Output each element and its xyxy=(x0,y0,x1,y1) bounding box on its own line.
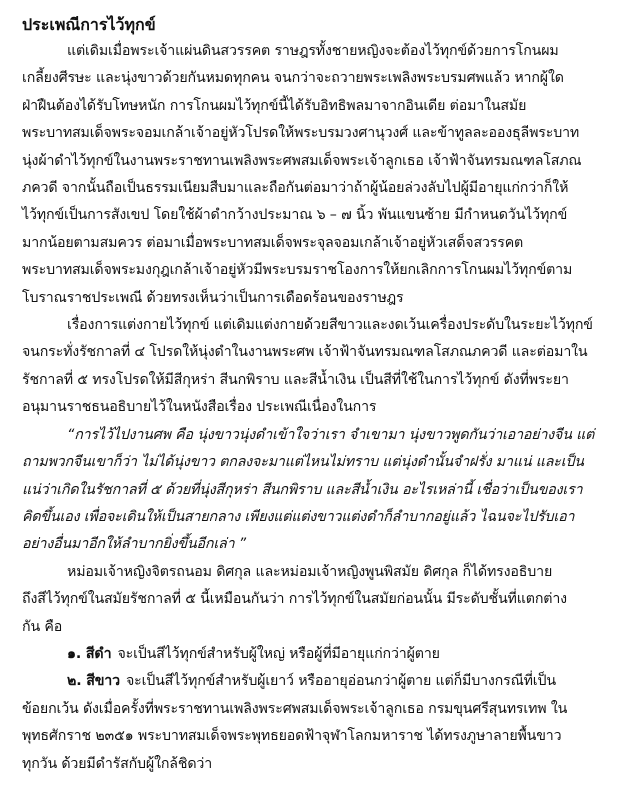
text-line: กัน คือ xyxy=(22,618,63,635)
list-line: พุทธศักราช ๒๓๕๑ พระบาทสมเด็จพระพุทธยอดฟ้าจุฬาโลกมหาราช ได้ทรงภูษาลายพื้นขาว xyxy=(22,728,562,745)
text-line: นุ่งผ้าดำไว้ทุกข์ในงานพระราชทานเพลิงพระศพสมเด็จพระเจ้าลูกเธอ เจ้าฟ้าจันทรมณฑลโสภณ xyxy=(22,152,582,169)
text-line: หม่อมเจ้าหญิงจิตรถนอม ดิศกุล และหม่อมเจ้าหญิงพูนพิสมัย ดิศกุล ก็ได้ทรงอธิบาย xyxy=(67,563,553,580)
quote-line: คิดขึ้นเอง เพื่อจะเดินให้เป็นสายกลาง เพียงแต่แต่งขาวแต่งดำก็ลำบากอยู่แล้ว ไฉนจะไปรับเอา xyxy=(22,508,575,525)
list-text: จะเป็นสีไว้ทุกข์สำหรับผู้ใหญ่ หรือผู้ที่มีอายุแก่กว่าผู้ตาย xyxy=(117,645,440,662)
text-line: ไว้ทุกข์เป็นการสังเขป โดยใช้ผ้าดำกว้างประมาณ ๖ – ๗ นิ้ว พันแขนซ้าย มีกำหนดวันไว้ทุกข์ xyxy=(22,207,568,224)
list-line: ทุกวัน ด้วยมีดำรัสกับผู้ใกล้ชิดว่า xyxy=(22,755,213,772)
text-line: พระบาทสมเด็จพระมงกุฎเกล้าเจ้าอยู่หัวมีพระบรมราชโองการให้ยกเลิกการโกนผมไว้ทุกข์ตาม xyxy=(22,262,573,279)
text-line: ถึงสีไว้ทุกข์ในสมัยรัชกาลที่ ๕ นี้เหมือนกันว่า การไว้ทุกข์ในสมัยก่อนนั้น มีระดับชั้นที่แตกต่าง xyxy=(22,591,567,608)
text-line: พระบาทสมเด็จพระจอมเกล้าเจ้าอยู่หัวโปรดให้พระบรมวงศานุวงศ์ และข้าทูลละอองธุลีพระบาท xyxy=(22,125,580,142)
text-line: อนุมานราชธนอธิบายไว้ในหนังสือเรื่อง ประเพณีเนื่องในการ xyxy=(22,399,377,416)
quote-line: แน่ว่าเกิดในรัชกาลที่ ๕ ด้วยที่นุ่งสีกุหร่า สีนกพิราบ และสีน้ำเงิน อะไรเหล่านี้ เชื่อว่าเป็นของเรา xyxy=(22,481,583,498)
text-line: จนกระทั่งรัชกาลที่ ๔ โปรดให้นุ่งดำในงานพระศพ เจ้าฟ้าจันทรมณฑลโสภณภควดี และต่อมาใน xyxy=(22,344,588,361)
list-line xyxy=(67,668,618,695)
list-item-black xyxy=(22,641,618,668)
text-line: โบราณราชประเพณี ด้วยทรงเห็นว่าเป็นการเดือดร้อนของราษฎร xyxy=(22,289,404,306)
document-title: ประเพณีการไว้ทุกข์ xyxy=(22,15,156,34)
paragraph-mourning-attire xyxy=(22,312,618,422)
list-line: ข้อยกเว้น ดังเมื่อครั้งที่พระราชทานเพลิงพระศพสมเด็จพระเจ้าลูกเธอ กรมขุนศรีสุนทรเทพ ใน xyxy=(22,700,568,717)
paragraph-mourning-origins xyxy=(22,38,618,312)
list-text: จะเป็นสีไว้ทุกข์สำหรับผู้เยาว์ หรืออายุอ่อนกว่าผู้ตาย แต่ก็มีบางกรณีที่เป็น xyxy=(125,673,556,690)
list-line xyxy=(67,641,618,668)
text-line: เรื่องการแต่งกายไว้ทุกข์ แต่เดิมแต่งกายด้วยสีขาวและงดเว้นเครื่องประดับในระยะไว้ทุกข์ xyxy=(67,317,593,334)
list-label: ๒. สีขาว xyxy=(67,673,120,690)
text-line: รัชกาลที่ ๕ ทรงโปรดให้มีสีกุหร่า สีนกพิราบ และสีน้ำเงิน เป็นสีที่ใช้ในการไว้ทุกข์ ดังที่พระยา xyxy=(22,371,569,388)
quote-line: อย่างอื่นมาอีกให้ลำบากยิ่งขึ้นอีกเล่า ” xyxy=(22,536,246,553)
list-item-white xyxy=(22,668,618,778)
text-line: มากน้อยตามสมควร ต่อมาเมื่อพระบาทสมเด็จพระจุลจอมเกล้าเจ้าอยู่หัวเสด็จสวรรคต xyxy=(22,234,524,251)
text-line: ฝ่าฝืนต้องได้รับโทษหนัก การโกนผมไว้ทุกข์นี้ได้รับอิทธิพลมาจากอินเดีย ต่อมาในสมัย xyxy=(22,97,527,114)
text-line: เกลี้ยงศีรษะ และนุ่งขาวด้วยกันหมดทุกคน จนกว่าจะถวายพระเพลิงพระบรมศพแล้ว หากผู้ใด xyxy=(22,70,564,87)
paragraph-mourning-colors xyxy=(22,559,618,641)
quote-line: ถามพวกจีนเขาก็ว่า ไม่ได้นุ่งขาว ตกลงจะมาแต่ไหนไม่ทราบ แต่นุ่งดำนั้นจำฝรั่ง มาแน่ และเป็น xyxy=(22,454,584,471)
list-label: ๑. สีดำ xyxy=(67,645,112,662)
quote-line: “การไว้ไปงานศพ คือ นุ่งขาวนุ่งดำเข้าใจว่าเรา จำเขามา นุ่งขาวพูดกันว่าเอาอย่างจีน แต่ xyxy=(67,426,595,443)
block-quote xyxy=(22,422,618,559)
text-line: แต่เดิมเมื่อพระเจ้าแผ่นดินสวรรคต ราษฎรทั้งชายหญิงจะต้องไว้ทุกข์ด้วยการโกนผม xyxy=(67,43,559,59)
text-line: ภควดี จากนั้นถือเป็นธรรมเนียมสืบมาและถือกันต่อมาว่าถ้าผู้น้อยล่วงลับไปผู้มีอายุแก่กว่าก็ให้ xyxy=(22,180,569,197)
